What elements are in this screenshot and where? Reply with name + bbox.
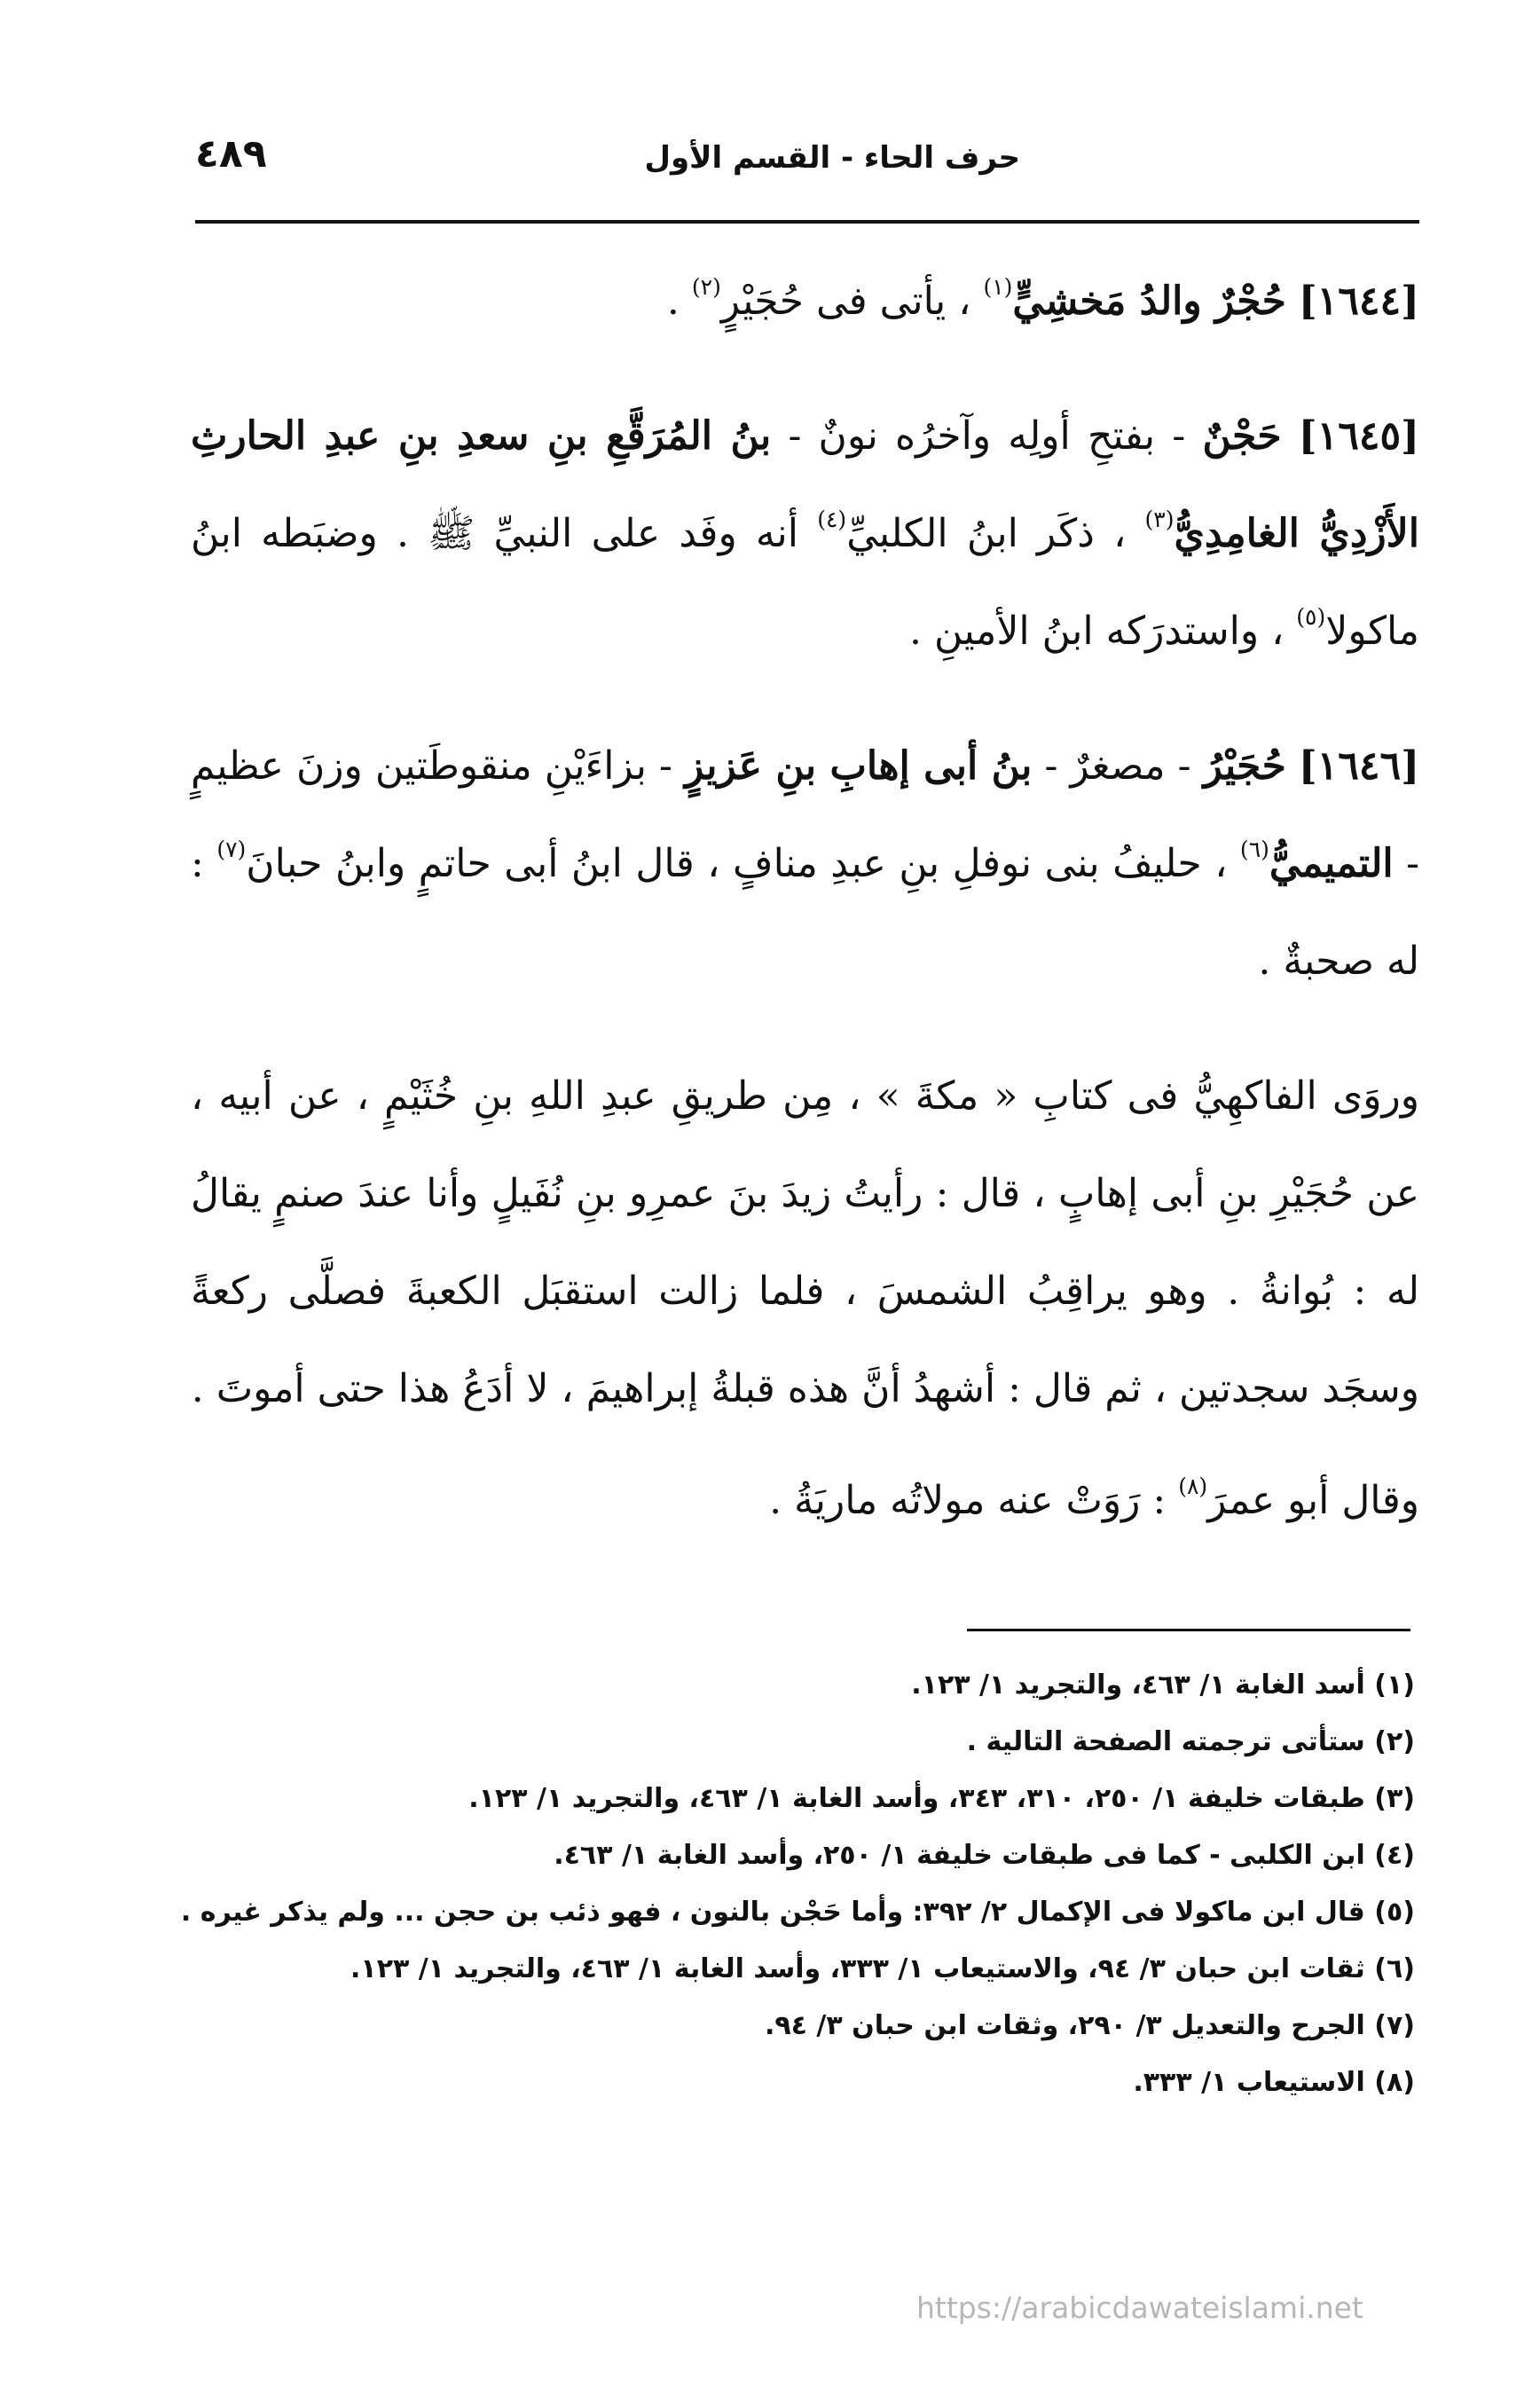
- watermark-url: https://arabicdawateislami.net: [916, 2290, 1363, 2325]
- footnotes: [180, 1657, 1415, 2111]
- page-number: ٤٨٩: [195, 131, 267, 177]
- entry-1644: [191, 253, 1419, 350]
- page-header: [195, 131, 1419, 193]
- entry-number: [١٦٤٦]: [1298, 743, 1420, 789]
- footnote-7: (٧) الجرح والتعديل ٣/ ٢٩٠، وثقات ابن حبان ٣/ ٩٤.: [764, 2010, 1415, 2041]
- footnote-ref[interactable]: (٥): [1296, 604, 1326, 630]
- entry-text: ، حليفُ بنى نوفلِ بنِ عبدِ منافٍ ، قال ابنُ أبى حاتمٍ وابنُ حبانَ: [246, 841, 1228, 886]
- footnote-ref[interactable]: (٢): [691, 274, 721, 300]
- entry-number: [١٦٤٤]: [1298, 279, 1419, 324]
- footnote-5: (٥) قال ابن ماكولا فى الإكمال ٢/ ٣٩٢: وأما حَجْن بالنون ، فهو ذئب بن حجن ... ولم يذكر غيره .: [180, 1897, 1415, 1928]
- narrative-text: وقال أبو عمرَ: [1207, 1478, 1419, 1523]
- entry-number: [١٦٤٥]: [1298, 413, 1419, 459]
- person-lineage: بنُ المُرَقَّعِ بنِ سعدِ بنِ عبدِ الحارثِ الأَزْدِيُّ الغامِدِيُّ: [191, 413, 1419, 556]
- header-rule: [195, 220, 1419, 224]
- footnote-2: (٢) ستأتى ترجمته الصفحة التالية .: [966, 1726, 1415, 1757]
- footnote-separator: [967, 1629, 1410, 1631]
- footnote-3: (٣) طبقات خليفة ١/ ٢٥٠، ٣١٠، ٣٤٣، وأسد الغابة ١/ ٤٦٣، والتجريد ١/ ١٢٣.: [468, 1783, 1415, 1814]
- entry-text: - بزاءَيْنِ منقوطَتين وزنَ عظيمٍ -: [191, 743, 1419, 886]
- main-text: [191, 253, 1419, 1564]
- footnote-8: (٨) الاستيعاب ١/ ٣٣٣.: [1133, 2067, 1415, 2098]
- narrative-paragraph: [191, 1048, 1419, 1438]
- entry-1646: [191, 718, 1419, 1010]
- footnote-ref[interactable]: (٧): [216, 837, 247, 862]
- entry-1645: [191, 388, 1419, 680]
- footnote-6: (٦) ثقات ابن حبان ٣/ ٩٤، والاستيعاب ١/ ٣٣٣، وأسد الغابة ١/ ٤٦٣، والتجريد ١/ ١٢٣.: [350, 1953, 1415, 1984]
- footnote-4: (٤) ابن الكلبى - كما فى طبقات خليفة ١/ ٢٥٠، وأسد الغابة ١/ ٤٦٣.: [554, 1840, 1415, 1871]
- footnote-ref[interactable]: (١): [983, 274, 1013, 300]
- entry-text: أنه وفَد على النبيِّ ﷺ . وضبَطه ابنُ ماكولا: [191, 511, 1419, 654]
- entry-text: : له صحبةٌ .: [191, 841, 1419, 984]
- narrative-text: : رَوَتْ عنه مولاتُه ماريَةُ .: [769, 1478, 1167, 1523]
- entry-text: - مصغرٌ -: [1044, 743, 1191, 789]
- running-title: حرف الحاء - القسم الأول: [644, 140, 1020, 176]
- footnote-1: (١) أسد الغابة ١/ ٤٦٣، والتجريد ١/ ١٢٣.: [911, 1669, 1415, 1701]
- entry-text: ، واستدرَكه ابنُ الأمينِ .: [909, 609, 1285, 654]
- person-name: حَجْنٌ: [1202, 413, 1282, 459]
- footnote-ref[interactable]: (٤): [817, 507, 847, 532]
- entry-text: .: [666, 279, 680, 324]
- entry-text: ، يأتى فى حُجَيْرٍ: [720, 279, 971, 324]
- person-nisba: التميميُّ: [1269, 841, 1394, 886]
- footnote-ref[interactable]: (٦): [1239, 837, 1269, 862]
- entry-text: ، ذكَر ابنُ الكلبيِّ: [846, 511, 1127, 556]
- entry-text: - بفتحِ أولِه وآخرُه نونٌ -: [788, 413, 1186, 459]
- narrative-text: وروَى الفاكهِيُّ فى كتابِ « مكةَ » ، مِن طريقِ عبدِ اللهِ بنِ خُثَيْمٍ ، عن أبيه ، عن حُجَيْرِ بنِ أبى إهابٍ ، قال : رأيتُ زيدَ بنَ عمرِو بنِ نُفَيلٍ وأنا عندَ صنمٍ يقالُ له : بُوانةُ . وهو يراقِبُ الشمسَ ، فلما زالت استقبَل الكعبةَ فصلَّى ركعةً وسجَد سجدتين ، ثم قال : أشهدُ أنَّ هذه قبلةُ إبراهيمَ ، لا أدَعُ هذا حتى أموتَ .: [191, 1073, 1419, 1411]
- narrative-paragraph: [191, 1452, 1419, 1550]
- footnote-ref[interactable]: (٣): [1144, 507, 1175, 532]
- person-lineage: بنُ أبى إهابِ بنِ عَزيزٍ: [684, 743, 1033, 789]
- footnote-ref[interactable]: (٨): [1178, 1473, 1208, 1499]
- person-name: حُجَيْرُ: [1203, 743, 1286, 789]
- person-name: حُجْرٌ والدُ مَخشِيٍّ: [1012, 279, 1286, 324]
